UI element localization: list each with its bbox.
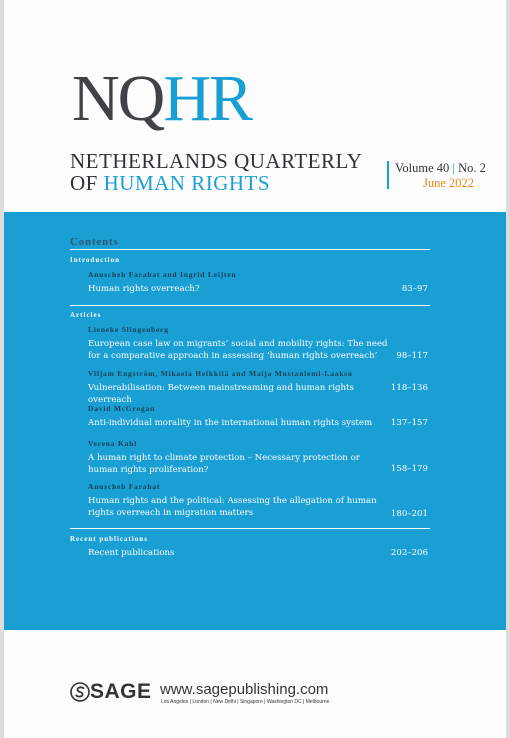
issue-date: June 2022 — [423, 176, 475, 190]
entry-author: Viljam Engström, Mikaela Heikkilä and Maija Mustaniemi-Laakso — [88, 369, 353, 378]
volume: Volume 40 — [395, 161, 450, 175]
entry-title[interactable]: Human rights and the political: Assessing the allegation of human rights overreach in migration matters — [88, 496, 377, 518]
entry-pages: 98–117 — [396, 351, 428, 361]
logo-hr: HR — [163, 62, 252, 135]
logo-nq: NQ — [72, 62, 164, 135]
entry-author: Anuscheh Farahat and Ingrid Leijten — [88, 270, 237, 279]
publisher-cities: Los Angeles | London | New Delhi | Singapore | Washington DC | Melbourne — [161, 699, 330, 705]
entry-title[interactable]: Recent publications — [88, 548, 175, 558]
divider — [70, 528, 430, 529]
section-label-introduction: Introduction — [70, 256, 120, 264]
issue-number: No. 2 — [458, 161, 486, 175]
entry-title[interactable]: European case law on migrants’ social and mobility rights: The need for a comparative approach in assessing ‘human rights overreach’ — [88, 339, 388, 361]
entry-title[interactable]: Human rights overreach? — [88, 284, 200, 294]
section-label-articles: Articles — [70, 311, 102, 319]
entry-author: David McGrogan — [88, 404, 156, 413]
publisher-name: SAGE — [90, 680, 152, 703]
publisher-block — [70, 680, 370, 720]
entry-author: Lieneke Slingenberg — [88, 325, 169, 334]
section-label-recent: Recent publications — [70, 535, 148, 543]
entry-author: Verena Kahl — [88, 439, 138, 448]
sage-logo-icon — [70, 682, 90, 702]
entry-pages: 137–157 — [390, 418, 428, 428]
entry-pages: 83–97 — [401, 284, 428, 294]
publisher-url[interactable]: www.sagepublishing.com — [160, 681, 329, 698]
entry-pages: 118–136 — [390, 383, 428, 393]
divider — [70, 305, 430, 306]
entry-pages: 158–179 — [390, 464, 428, 474]
issue-info — [387, 161, 506, 189]
journal-title-line2 — [70, 171, 270, 196]
issue-separator: | — [452, 161, 455, 175]
entry-author: Anuscheh Farahat — [88, 482, 161, 491]
entry-pages: 180–201 — [390, 509, 428, 519]
entry-title[interactable]: Anti-individual morality in the international human rights system — [88, 418, 373, 428]
title-of: OF — [70, 171, 98, 195]
journal-logo — [72, 62, 252, 135]
journal-title-line1: NETHERLANDS QUARTERLY — [70, 149, 363, 173]
journal-cover — [4, 0, 506, 738]
divider — [70, 249, 430, 250]
title-human-rights: HUMAN RIGHTS — [103, 171, 271, 195]
contents-heading: Contents — [70, 236, 119, 248]
entry-title[interactable]: Vulnerabilisation: Between mainstreaming and human rights overreach — [88, 383, 354, 405]
entry-pages: 202–206 — [390, 548, 428, 558]
entry-title[interactable]: A human right to climate protection – Necessary protection or human rights proliferation? — [88, 453, 360, 475]
